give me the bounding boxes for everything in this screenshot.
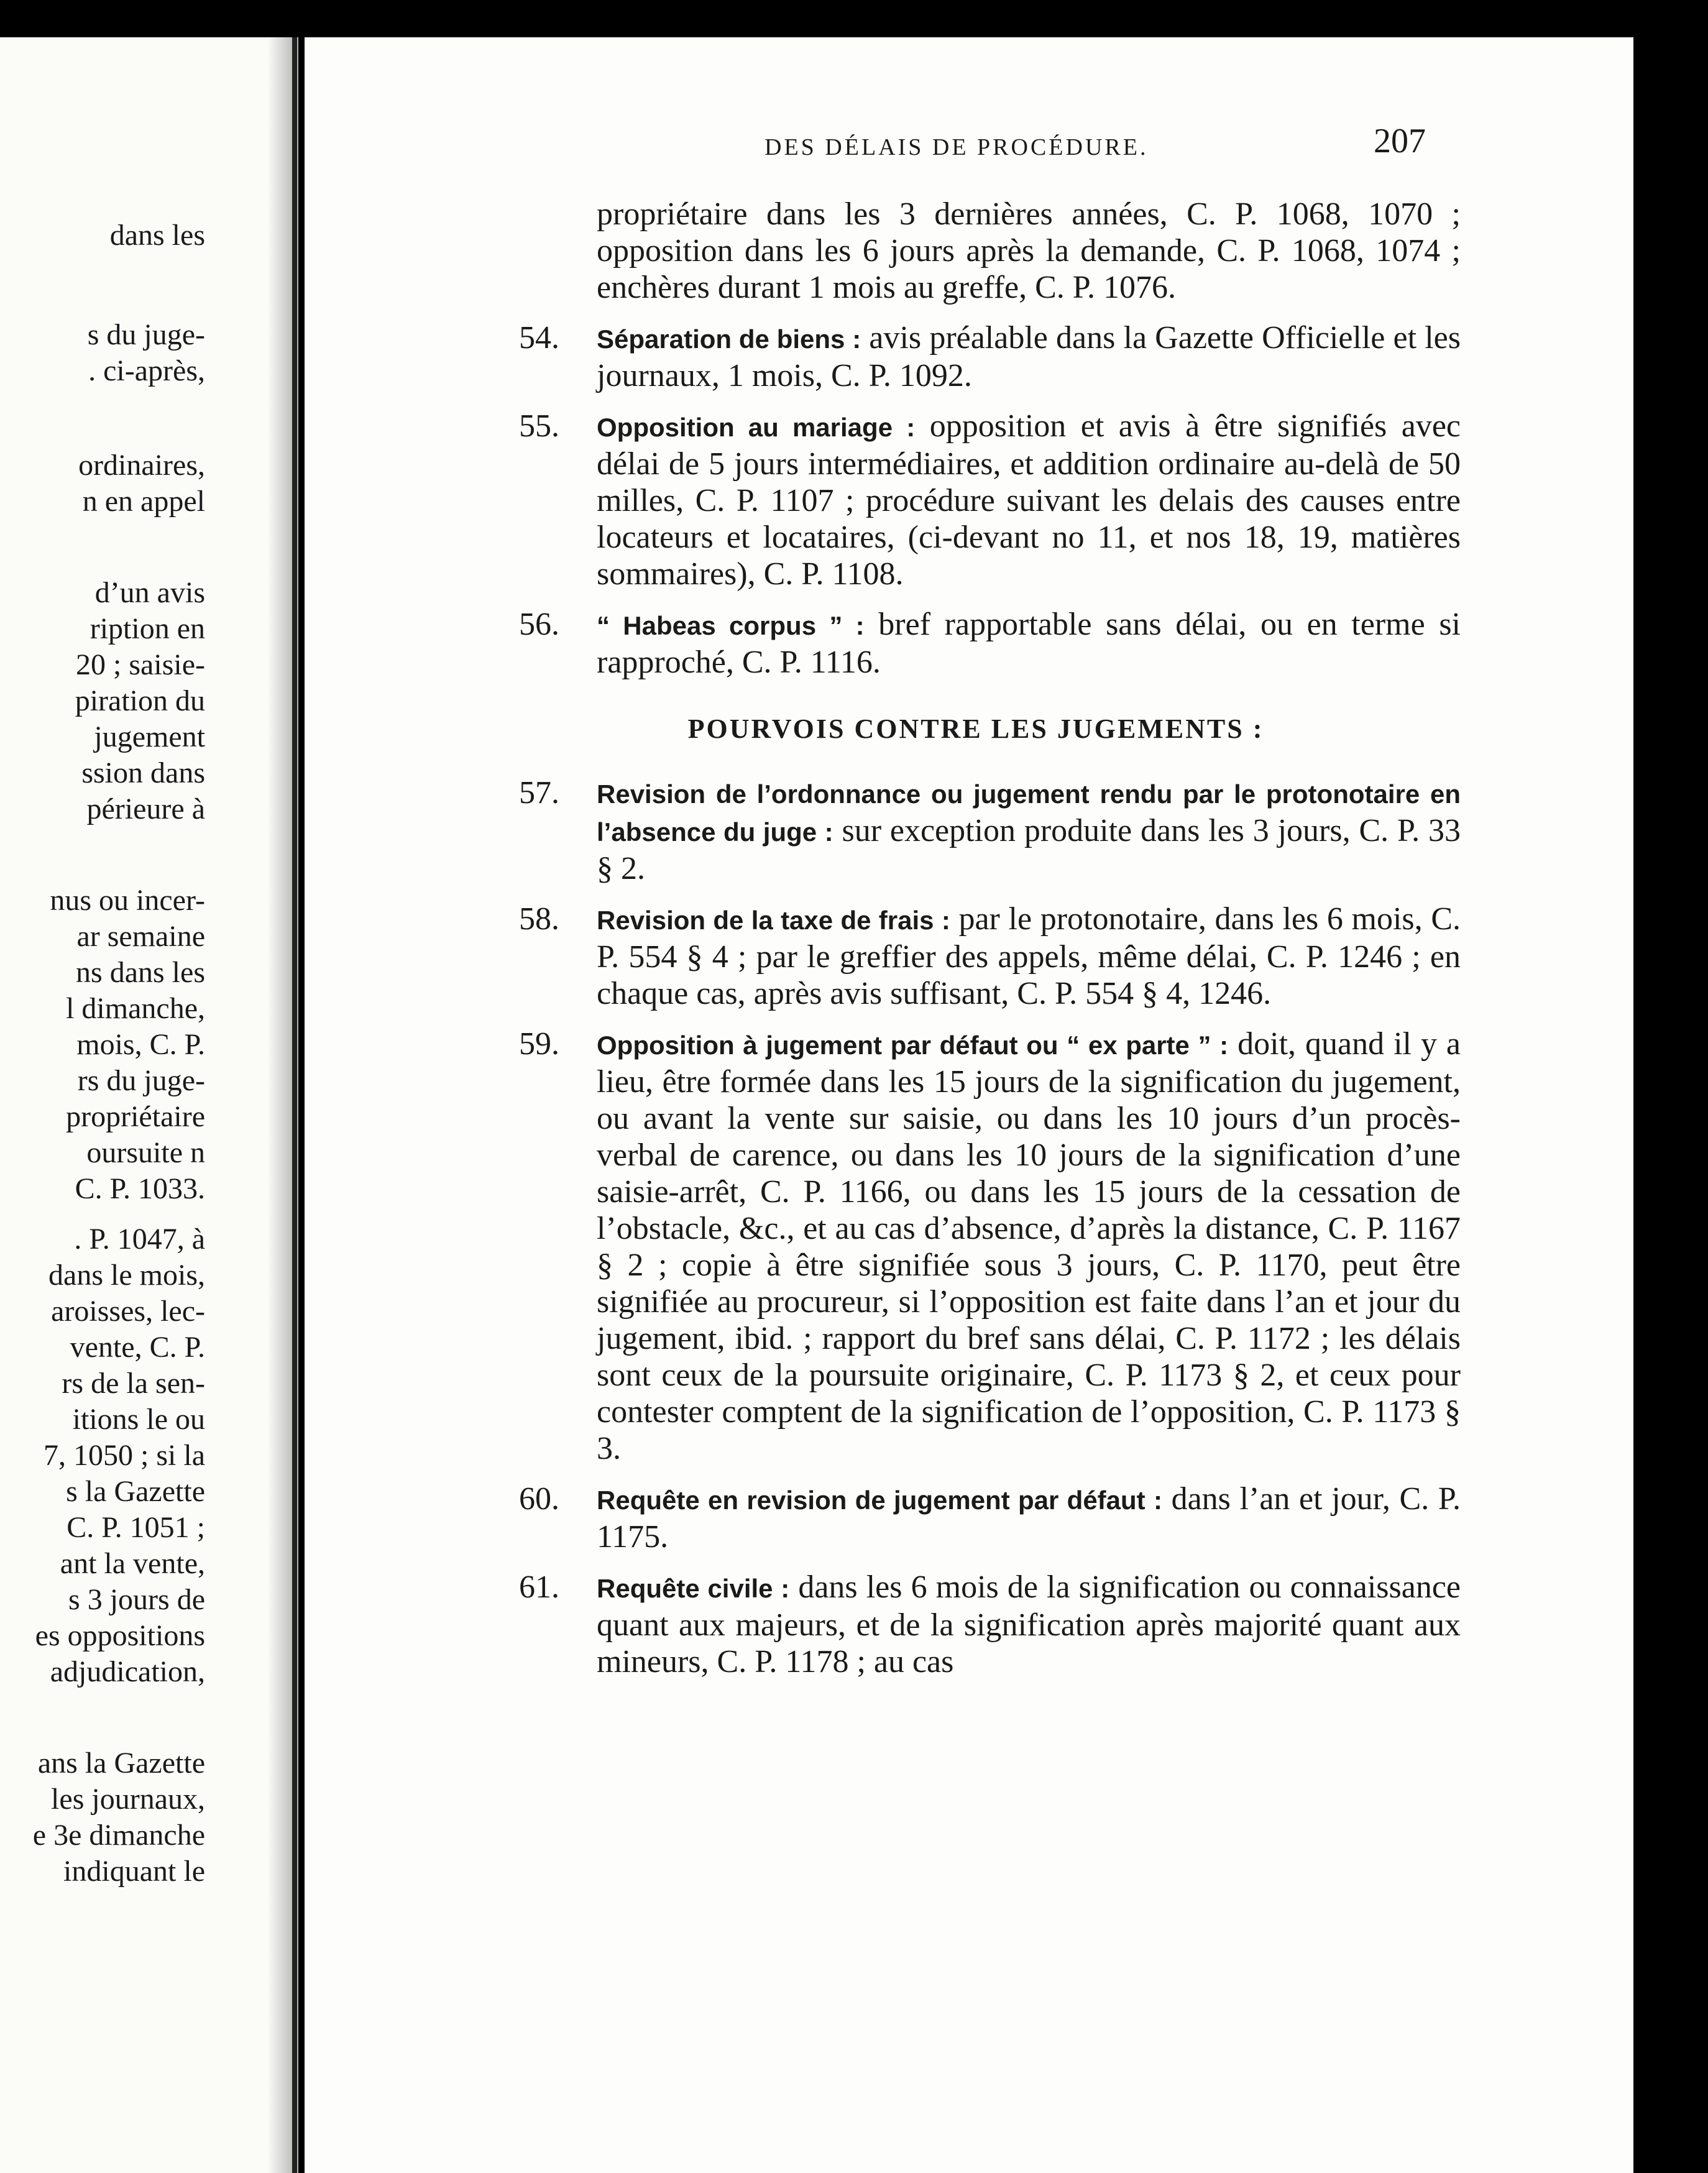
entry-57 xyxy=(491,774,1461,887)
left-page-line: C. P. 1033. xyxy=(75,1172,205,1205)
gutter-shadow xyxy=(267,37,305,2173)
entry-heading: Requête en revision de jugement par défaut : xyxy=(597,1486,1162,1515)
left-page-line: l dimanche, xyxy=(66,992,205,1025)
left-page-line: adjudication, xyxy=(50,1655,205,1688)
entry-heading: Séparation de biens : xyxy=(597,324,861,354)
left-page-line: ans la Gazette xyxy=(37,1747,205,1780)
left-page-line: C. P. 1051 ; xyxy=(67,1511,205,1544)
entry-heading: Opposition au mariage : xyxy=(597,413,916,442)
entry-body: opposition et avis à être signifiés avec délai de 5 jours intermédiaires, et addition ordinaire au-delà de 50 milles, C. P. 1107 ; procédure suivant les delais des causes entre locateurs et locataires, (ci-devant no 11, et nos 18, 19, matières sommaires), C. P. 1108. xyxy=(597,408,1461,592)
entry-heading: Revision de l’ordonnance ou jugement rendu par le protonotaire en l’absence du juge : xyxy=(597,779,1461,847)
left-page-line: les journaux, xyxy=(51,1783,205,1816)
left-page-line: indiquant le xyxy=(63,1855,205,1888)
left-page-line: itions le ou xyxy=(72,1403,205,1436)
left-page-line: ordinaires, xyxy=(78,449,205,482)
left-page-line: ription en xyxy=(90,612,205,645)
left-page-line: es oppositions xyxy=(35,1619,205,1652)
entry-61 xyxy=(491,1569,1461,1680)
entry-heading: Requête civile : xyxy=(597,1574,790,1603)
entry-58 xyxy=(491,901,1461,1012)
left-page-line: dans les xyxy=(109,219,205,252)
entry-body: dans l’an et jour, C. P. 1175. xyxy=(597,1481,1461,1555)
entry-60 xyxy=(491,1481,1461,1555)
left-page-line: ant la vente, xyxy=(60,1547,205,1580)
left-page-line: piration du xyxy=(75,684,205,717)
entry-55 xyxy=(491,408,1461,592)
left-page-line: s la Gazette xyxy=(66,1475,205,1508)
left-page-line: . P. 1047, à xyxy=(74,1223,205,1256)
entry-number: 55. xyxy=(519,408,559,444)
entry-body: sur exception produite dans les 3 jours, C. P. 33 § 2. xyxy=(597,813,1461,886)
entry-number: 59. xyxy=(519,1026,559,1062)
entry-number: 56. xyxy=(519,607,559,642)
left-page-line: jugement xyxy=(94,720,205,753)
entry-54 xyxy=(491,319,1461,394)
entry-body: bref rapportable sans délai, ou en terme si rapproché, C. P. 1116. xyxy=(597,607,1461,680)
entry-heading: Opposition à jugement par défaut ou “ ex parte ” : xyxy=(597,1031,1229,1060)
left-page-line: propriétaire xyxy=(66,1100,205,1133)
running-head: DES DÉLAIS DE PROCÉDURE. xyxy=(764,134,1149,160)
left-page-line: rs du juge- xyxy=(77,1064,205,1097)
left-page-line: 20 ; saisie- xyxy=(76,648,205,681)
left-page-line: nus ou incer- xyxy=(50,884,205,917)
entry-body: propriétaire dans les 3 dernières années, C. P. 1068, 1070 ; opposition dans les 6 jours après la demande, C. P. 1068, 1074 ; enchères durant 1 mois au greffe, C. P. 1076. xyxy=(597,196,1461,305)
left-page-line: s 3 jours de xyxy=(68,1583,205,1616)
left-page-line: rs de la sen- xyxy=(62,1367,205,1400)
left-page-line: vente, C. P. xyxy=(70,1331,205,1364)
left-page-line: ns dans les xyxy=(76,956,205,989)
entry-number: 61. xyxy=(519,1569,559,1605)
entry-number: 54. xyxy=(519,320,559,356)
entry-number: 58. xyxy=(519,901,559,937)
entry-56 xyxy=(491,606,1461,681)
entry-heading: Revision de la taxe de frais : xyxy=(597,906,950,935)
left-page-fragment xyxy=(0,37,298,2173)
left-page-line: ssion dans xyxy=(81,756,205,789)
entry-body: avis préalable dans la Gazette Officielle et les journaux, 1 mois, C. P. 1092. xyxy=(597,320,1461,393)
section-heading: POURVOIS CONTRE LES JUGEMENTS : xyxy=(687,714,1264,744)
page-number: 207 xyxy=(1374,122,1426,160)
entry-body: par le protonotaire, dans les 6 mois, C. P. 554 § 4 ; par le greffier des appels, même délai, C. P. 1246 ; en chaque cas, après avis suffisant, C. P. 554 § 4, 1246. xyxy=(597,901,1461,1011)
entry-number: 60. xyxy=(519,1481,559,1517)
left-page-line: . ci-après, xyxy=(88,354,205,387)
left-page-line: e 3e dimanche xyxy=(32,1819,205,1852)
page-edge-shadow xyxy=(1633,0,1708,2173)
page-content xyxy=(491,196,1461,1694)
left-page-line: oursuite n xyxy=(86,1136,205,1169)
left-page-line: aroisses, lec- xyxy=(51,1295,205,1328)
continued-paragraph xyxy=(491,196,1461,306)
left-page-line: ar semaine xyxy=(76,920,205,953)
left-page-line: mois, C. P. xyxy=(76,1028,205,1061)
left-page-line: d’un avis xyxy=(94,576,205,609)
entry-59 xyxy=(491,1026,1461,1467)
left-page-line: périeure à xyxy=(86,792,205,825)
entry-heading: “ Habeas corpus ” : xyxy=(597,611,865,640)
left-page-line: s du juge- xyxy=(87,318,205,351)
entry-body: doit, quand il y a lieu, être formée dans les 15 jours de la signification du jugement, ou avant la vente sur saisie, ou dans les 10 jours d’un procès-verbal de carence, ou dans les 10 jours de la signification d’une saisie-arrêt, C. P. 1166, ou dans les 15 jours de la cessation de l’obstacle, &c., et au cas d’absence, d’après la distance, C. P. 1167 § 2 ; copie à être signifiée sous 3 jours, C. P. 1170, peut être signifiée au procureur, si l’opposition est faite dans l’an et jour du jugement, ibid. ; rapport du bref sans délai, C. P. 1172 ; les délais sont ceux de la poursuite originaire, C. P. 1173 § 2, et ceux pour contester comptent de la signification de l’opposition, C. P. 1173 § 3. xyxy=(597,1026,1461,1466)
left-page-line: dans le mois, xyxy=(48,1259,205,1292)
left-page-line: 7, 1050 ; si la xyxy=(44,1439,205,1472)
left-page-line: n en appel xyxy=(82,485,205,518)
gutter-edge xyxy=(292,37,297,2173)
entry-body: dans les 6 mois de la signification ou connaissance quant aux majeurs, et de la signification après majorité quant aux mineurs, C. P. 1178 ; au cas xyxy=(597,1569,1461,1679)
entry-number: 57. xyxy=(519,775,559,811)
